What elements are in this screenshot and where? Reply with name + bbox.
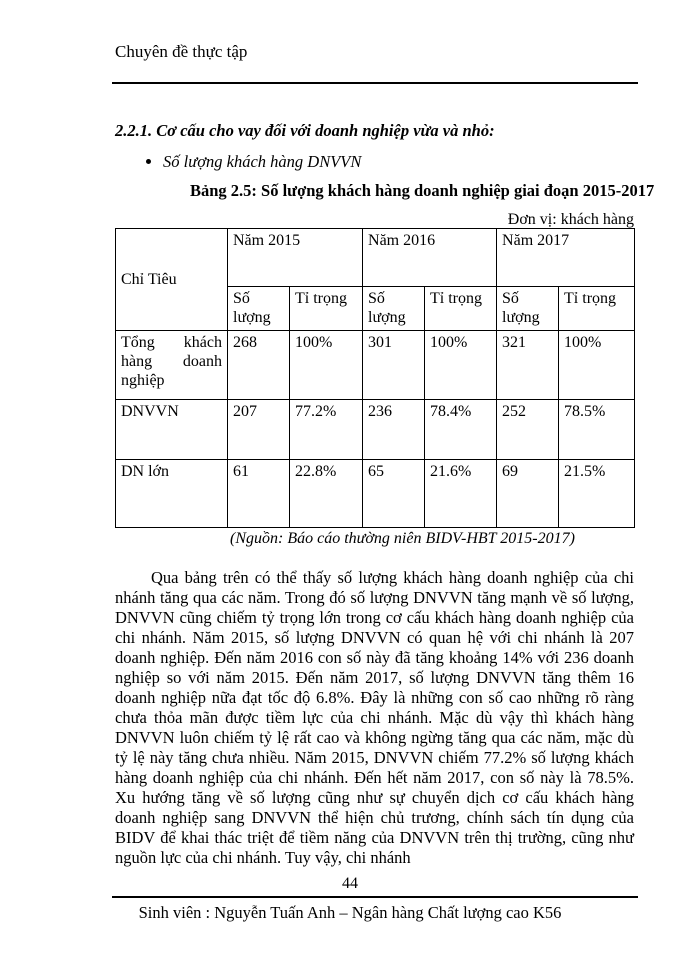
table-cell: 321 [497, 331, 559, 400]
table-cell: 100% [559, 331, 635, 400]
footer-rule [112, 896, 638, 898]
table-source: (Nguồn: Báo cáo thường niên BIDV-HBT 2015-2017) [230, 530, 575, 547]
header-rule [112, 82, 638, 84]
bullet-icon [146, 159, 151, 164]
subheader-cell: Tỉ trọng [425, 287, 497, 331]
page-header-title: Chuyên đề thực tập [115, 42, 248, 61]
bullet-item [146, 152, 361, 172]
year-header-cell [363, 229, 497, 287]
year-header-cell [497, 229, 635, 287]
table-cell: 268 [228, 331, 290, 400]
subheader-cell: Tỉ trọng [559, 287, 635, 331]
table-cell: 21.5% [559, 460, 635, 528]
table-row [116, 460, 635, 528]
table-cell: 21.6% [425, 460, 497, 528]
row-label: DNVVN [116, 400, 228, 460]
header-label: Chỉ Tiêu [121, 271, 177, 288]
subheader-cell: Số lượng [497, 287, 559, 331]
page-number: 44 [342, 875, 358, 892]
table-cell: 252 [497, 400, 559, 460]
table-header-row [116, 229, 635, 287]
row-label: Tổng khách hàng doanh nghiệp [116, 331, 228, 400]
subheader-cell: Số lượng [363, 287, 425, 331]
bullet-text: Số lượng khách hàng DNVVN [163, 152, 362, 171]
customer-table [115, 228, 635, 528]
subheader-cell: Tỉ trọng [290, 287, 363, 331]
body-paragraph: Qua bảng trên có thể thấy số lượng khách hàng doanh nghiệp của chi nhánh tăng qua các năm. Trong đó số lượng DNVVN tăng mạnh về số lượng, DNVVN cũng chiếm tỷ trọng lớn trong cơ cấu khách hàng doanh nghiệp của chi nhánh. Năm 2015, số lượng DNVVN có quan hệ với chi nhánh là 207 doanh nghiệp. Đến năm 2016 con số này đã tăng khoảng 14% với 236 doanh nghiệp so với năm 2015. Đến năm 2017, số lượng DNVVN tăng thêm 16 doanh nghiệp nữa đạt tốc độ 6.8%. Đây là những con số cao những rõ ràng chưa thỏa mãn được tiềm lực của chi nhánh. Mặc dù vậy thì khách hàng DNVVN luôn chiếm tỷ lệ rất cao và không ngừng tăng qua các năm, mặc dù tỷ lệ này tăng chưa nhiều. Năm 2015, DNVVN chiếm 77.2% số lượng khách hàng doanh nghiệp của chi nhánh. Đến hết năm 2017, con số này là 78.5%. Xu hướng tăng về số lượng cũng như sự chuyển dịch cơ cấu khách hàng doanh nghiệp sang DNVVN thể hiện chủ trương, chính sách tín dụng của BIDV để khai thác triệt để tiềm năng của DNVVN trên thị trường, cũng như nguồn lực của chi nhánh. Tuy vậy, chi nhánh [115, 568, 634, 867]
table-cell: 301 [363, 331, 425, 400]
row-label: DN lớn [116, 460, 228, 528]
table-cell: 22.8% [290, 460, 363, 528]
year-label: Năm 2015 [233, 232, 301, 249]
table-cell: 61 [228, 460, 290, 528]
year-header-cell [228, 229, 363, 287]
table-cell: 207 [228, 400, 290, 460]
table-cell: 100% [425, 331, 497, 400]
year-label: Năm 2017 [502, 232, 570, 249]
year-label: Năm 2016 [368, 232, 436, 249]
table-cell: 100% [290, 331, 363, 400]
section-heading: 2.2.1. Cơ cấu cho vay đối với doanh nghiệp vừa và nhỏ: [115, 121, 495, 140]
subheader-cell: Số lượng [228, 287, 290, 331]
table-cell: 77.2% [290, 400, 363, 460]
page-footer-text: Sinh viên : Nguyễn Tuấn Anh – Ngân hàng Chất lượng cao K56 [138, 903, 562, 922]
table-cell: 69 [497, 460, 559, 528]
table-row [116, 331, 635, 400]
table-unit: Đơn vị: khách hàng [507, 211, 634, 228]
table-cell: 78.5% [559, 400, 635, 460]
table-cell: 78.4% [425, 400, 497, 460]
table-row [116, 400, 635, 460]
header-label-cell [116, 229, 228, 331]
table-cell: 65 [363, 460, 425, 528]
table-caption: Bảng 2.5: Số lượng khách hàng doanh nghiệp giai đoạn 2015-2017 [190, 181, 655, 200]
table-cell: 236 [363, 400, 425, 460]
